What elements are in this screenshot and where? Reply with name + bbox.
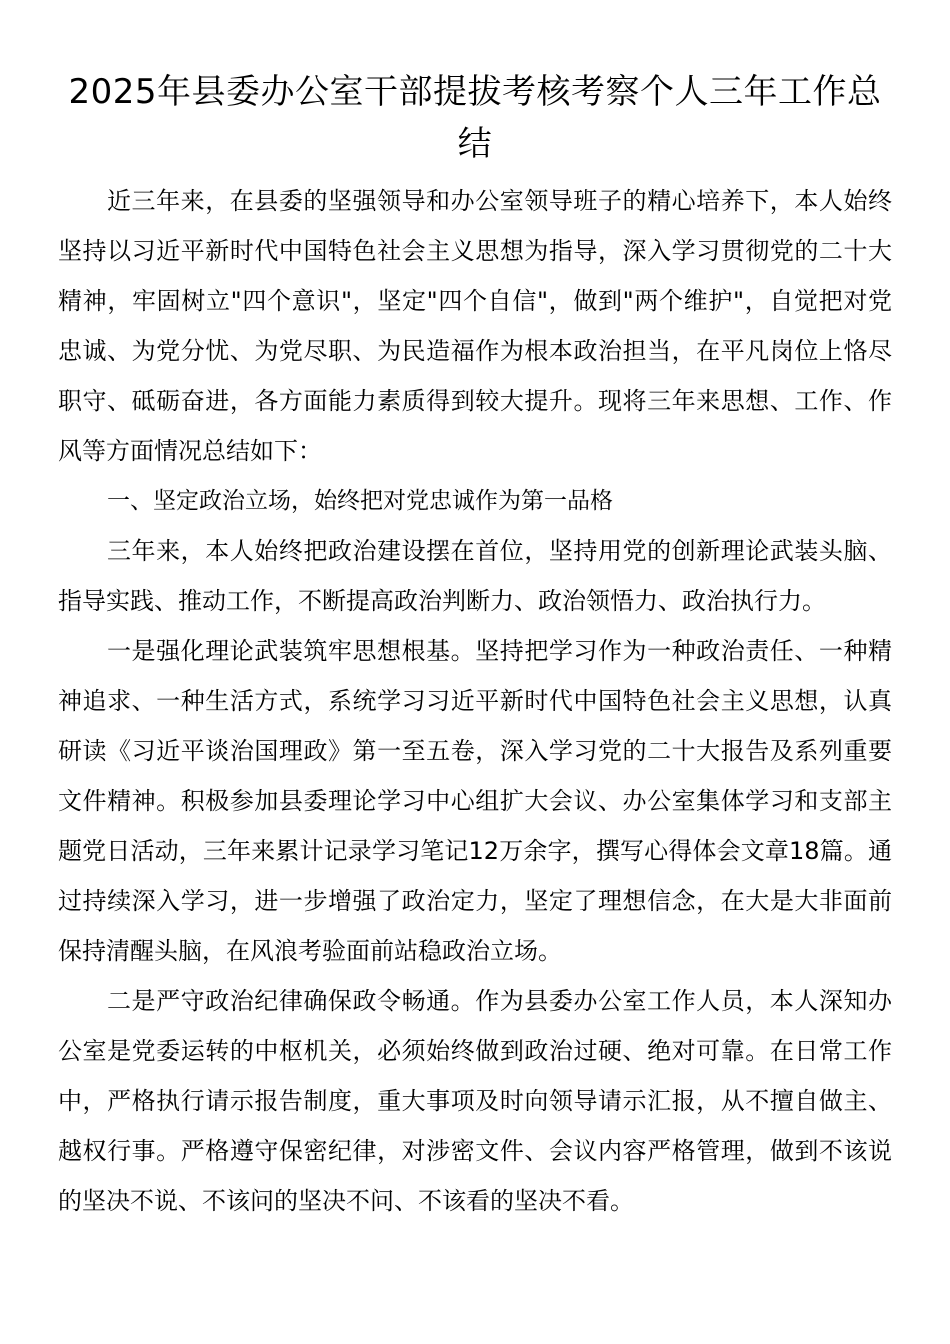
document-title: 2025年县委办公室干部提拔考核考察个人三年工作总结 <box>68 72 882 164</box>
point-one-paragraph: 一是强化理论武装筑牢思想根基。坚持把学习作为一种政治责任、一种精神追求、一种生活方式，系统学习习近平新时代中国特色社会主义思想，认真研读《习近平谈治国理政》第一至五卷，深入学习党的二十大报告及系列重要文件精神。积极参加县委理论学习中心组扩大会议、办公室集体学习和支部主题党日活动，三年来累计记录学习笔记12万余字，撰写心得体会文章18篇。通过持续深入学习，进一步增强了政治定力，坚定了理想信念，在大是大非面前保持清醒头脑，在风浪考验面前站稳政治立场。 <box>58 637 892 965</box>
point-two-paragraph: 二是严守政治纪律确保政令畅通。作为县委办公室工作人员，本人深知办公室是党委运转的中枢机关，必须始终做到政治过硬、绝对可靠。在日常工作中，严格执行请示报告制度，重大事项及时向领导请示汇报，从不擅自做主、越权行事。严格遵守保密纪律，对涉密文件、会议内容严格管理，做到不该说的坚决不说、不该问的坚决不问、不该看的坚决不看。 <box>58 987 892 1215</box>
section-heading: 一、坚定政治立场，始终把对党忠诚作为第一品格 <box>107 488 613 514</box>
document-page <box>58 66 892 1226</box>
section-intro-paragraph: 三年来，本人始终把政治建设摆在首位，坚持用党的创新理论武装头脑、指导实践、推动工作，不断提高政治判断力、政治领悟力、政治执行力。 <box>58 537 892 615</box>
intro-paragraph: 近三年来，在县委的坚强领导和办公室领导班子的精心培养下，本人始终坚持以习近平新时代中国特色社会主义思想为指导，深入学习贯彻党的二十大精神，牢固树立"四个意识"，坚定"四个自信"，做到"两个维护"，自觉把对党忠诚、为党分忧、为党尽职、为民造福作为根本政治担当，在平凡岗位上恪尽职守、砥砺奋进，各方面能力素质得到较大提升。现将三年来思想、工作、作风等方面情况总结如下： <box>58 187 892 465</box>
